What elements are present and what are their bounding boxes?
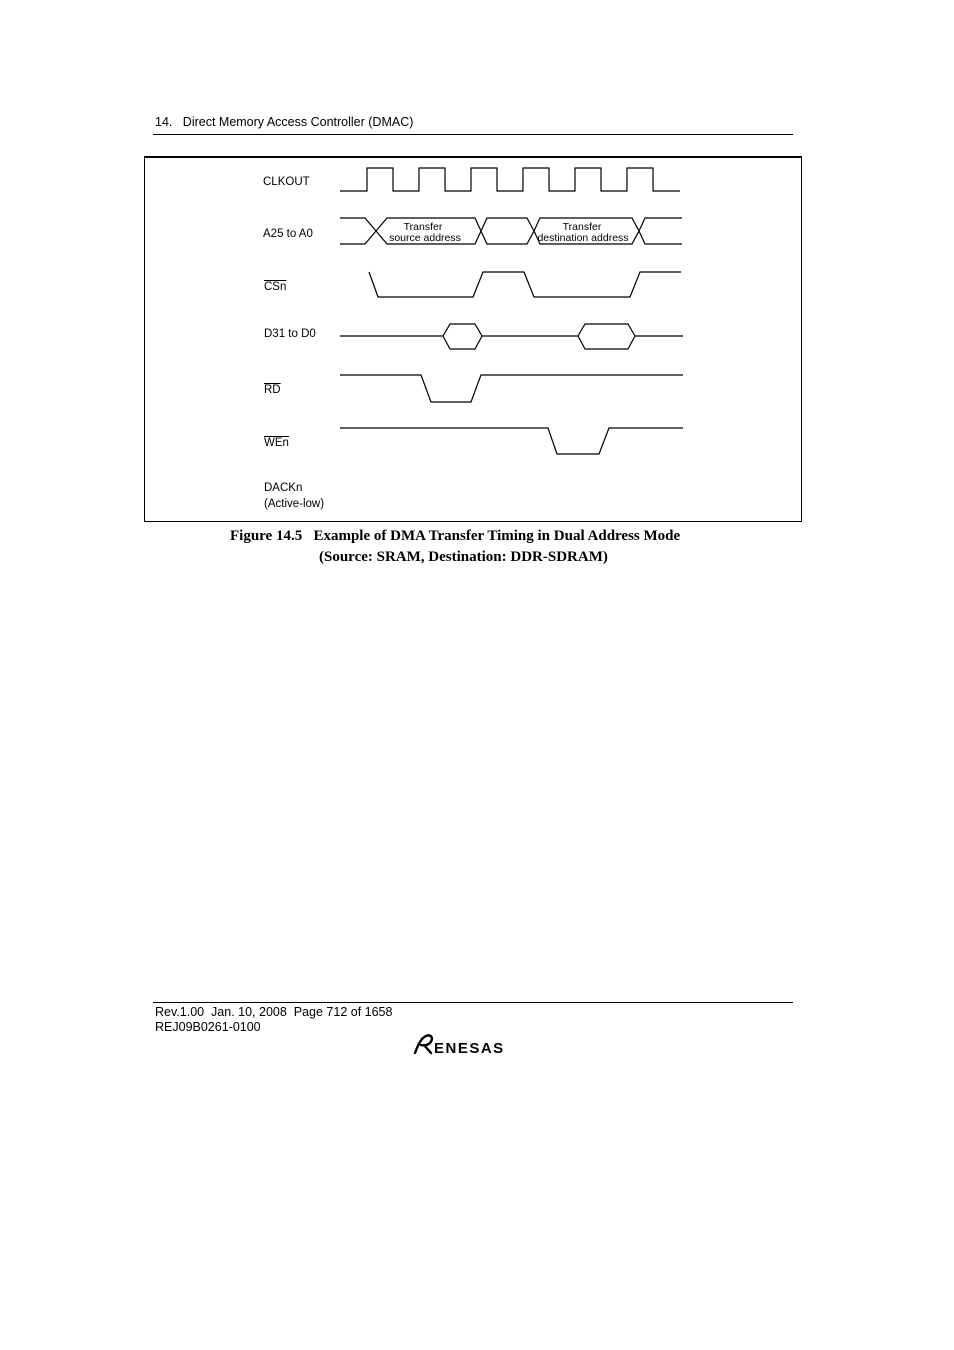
csn-waveform	[369, 272, 681, 297]
rd-waveform	[340, 375, 683, 402]
timing-waveforms	[145, 158, 801, 521]
dest-address-line2: destination address	[537, 232, 629, 244]
clkout-waveform	[340, 168, 680, 191]
footer-revision: Rev.1.00 Jan. 10, 2008 Page 712 of 1658	[155, 1005, 393, 1019]
signal-label-csn: $\overline{CSn}$	[264, 281, 287, 293]
wen-waveform	[340, 428, 683, 454]
header-rule	[153, 134, 793, 135]
data-bus-waveform	[340, 324, 683, 349]
signal-label-clkout: CLKOUT	[263, 176, 310, 188]
signal-sublabel-dackn: (Active-low)	[264, 498, 325, 510]
figure-caption-line1: Figure 14.5 Example of DMA Transfer Timing in Dual Address Mode	[230, 528, 681, 544]
footer-document-code: REJ09B0261-0100	[155, 1020, 261, 1034]
signal-label-dackn: DACKn	[264, 482, 303, 494]
signal-label-address: A25 to A0	[263, 228, 313, 240]
dest-address-line1: Transfer	[562, 221, 602, 233]
footer-rule	[153, 1002, 793, 1003]
source-address-line2: source address	[389, 232, 461, 244]
renesas-logo	[412, 1033, 536, 1057]
source-address-line1: Transfer	[403, 221, 443, 233]
running-header: 14. Direct Memory Access Controller (DMAC)	[155, 115, 414, 129]
svg-text:ENESAS: ENESAS	[434, 1040, 505, 1057]
signal-label-data: D31 to D0	[264, 328, 316, 340]
figure-caption-line2: (Source: SRAM, Destination: DDR-SDRAM)	[319, 549, 608, 565]
signal-label-wen: $\overline{WEn}$	[264, 437, 289, 449]
timing-diagram-frame	[144, 156, 802, 522]
signal-label-rd: $\overline{RD}$	[264, 384, 281, 396]
